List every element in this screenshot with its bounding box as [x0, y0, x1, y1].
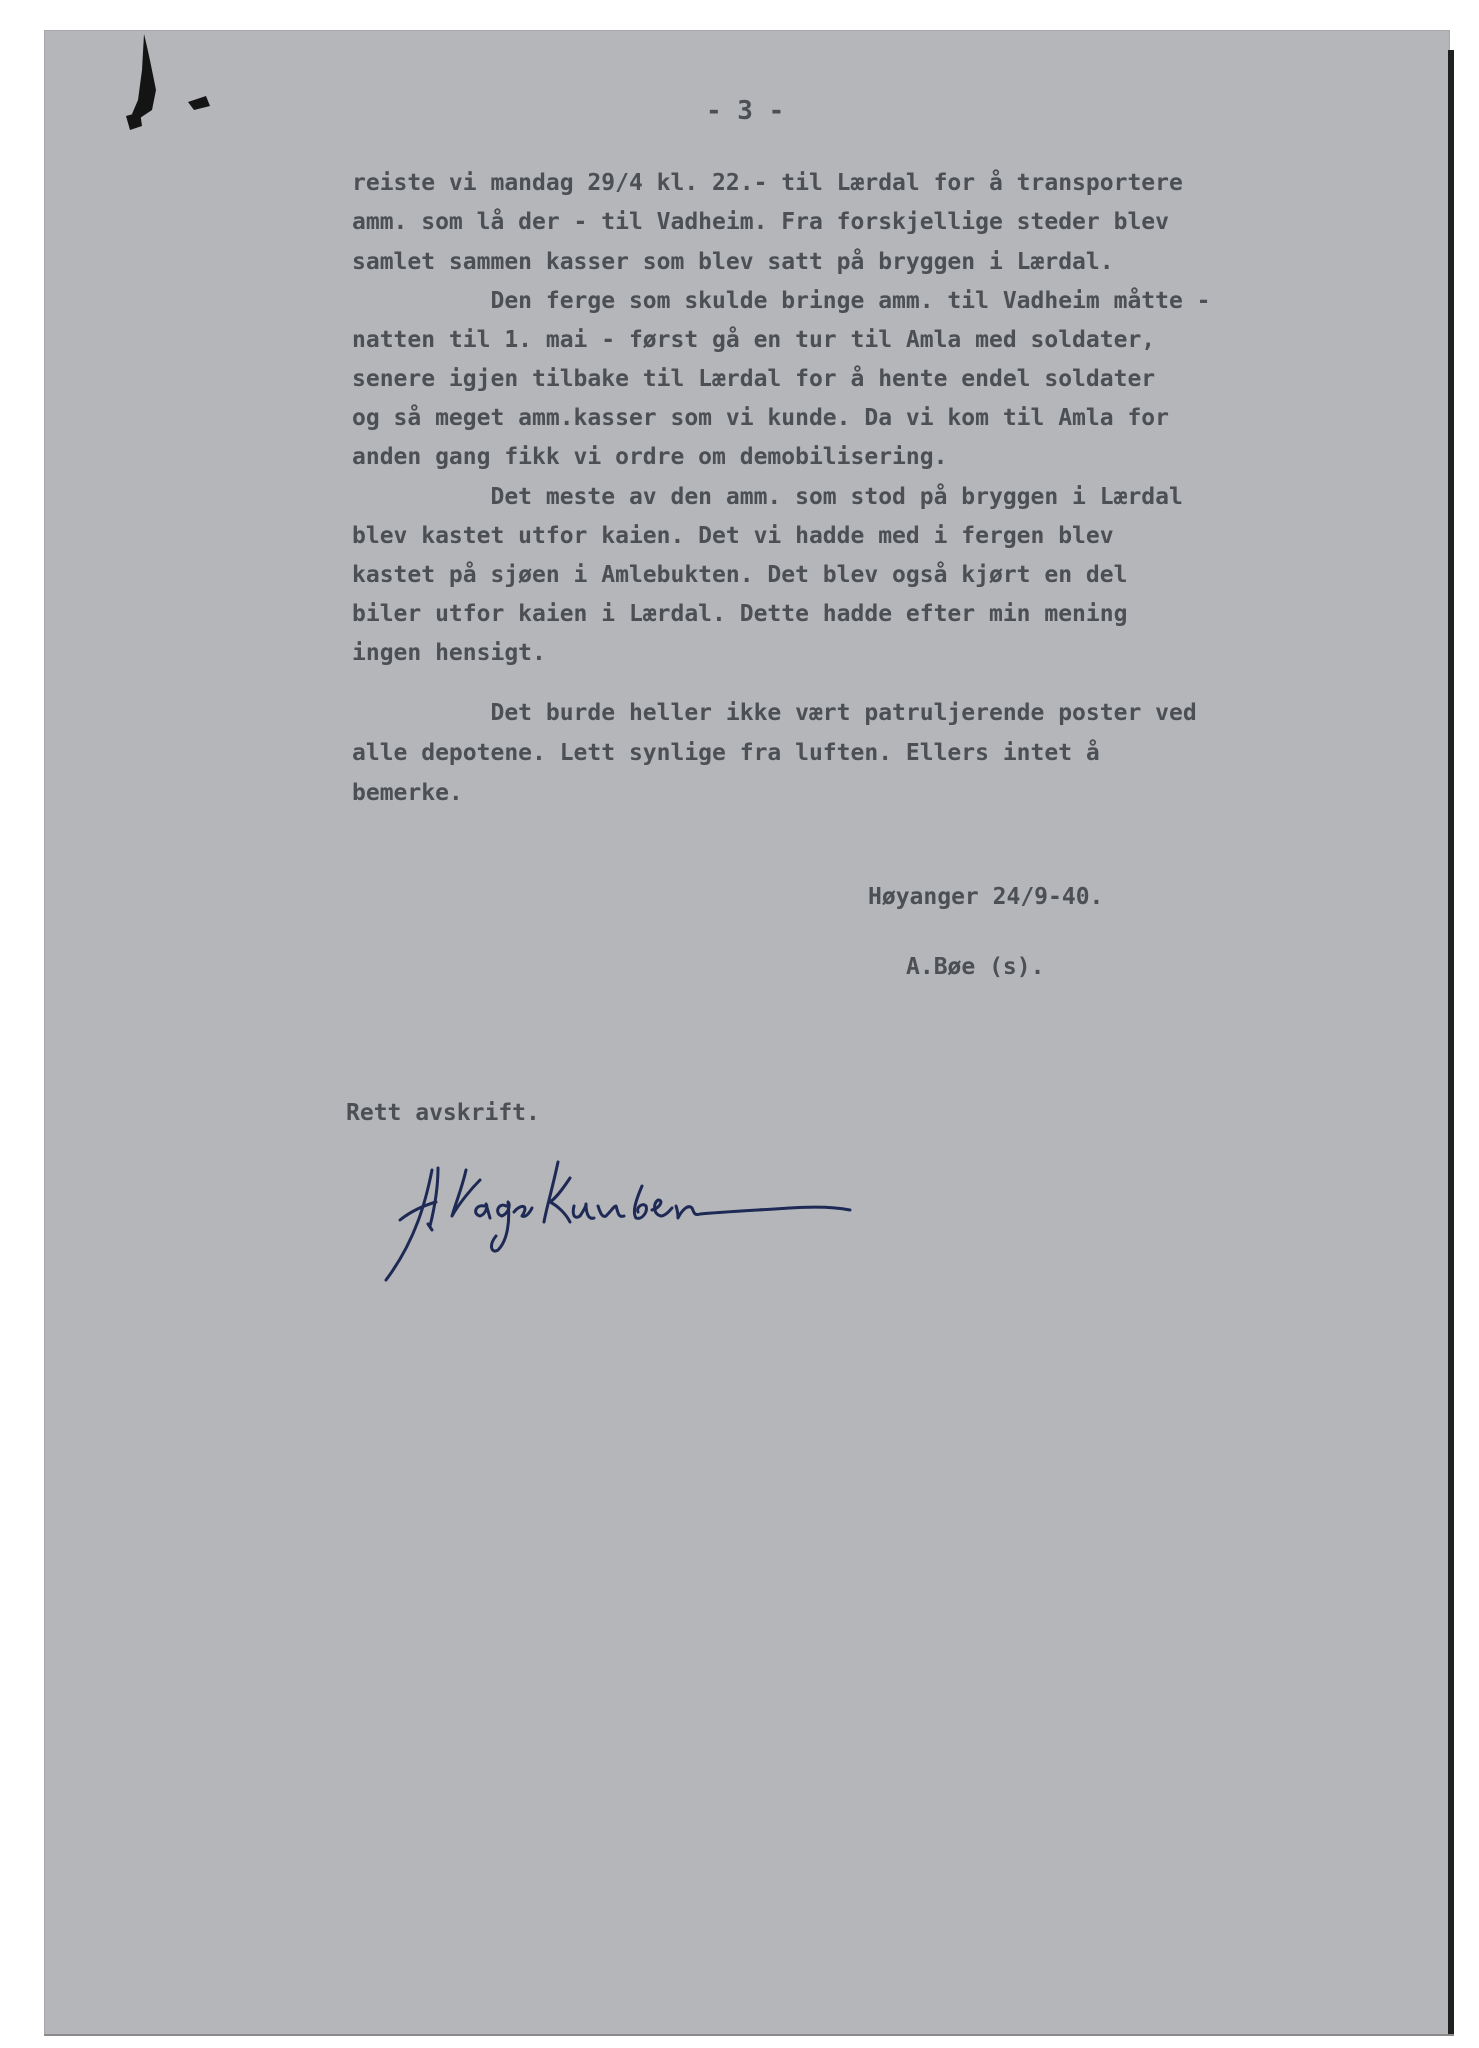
body-line: bemerke.	[352, 780, 463, 806]
place-date: Høyanger 24/9-40.	[868, 884, 1104, 910]
page-bottom-edge	[44, 2034, 1454, 2036]
body-line: reiste vi mandag 29/4 kl. 22.- til Lærdal for å transportere	[352, 170, 1183, 196]
page-number: - 3 -	[706, 96, 785, 126]
body-line: amm. som lå der - til Vadheim. Fra forskjellige steder blev	[352, 209, 1169, 235]
body-line: ingen hensigt.	[352, 640, 546, 666]
body-line: og så meget amm.kasser som vi kunde. Da vi kom til Amla for	[352, 405, 1169, 431]
body-line: Den ferge som skulde bringe amm. til Vadheim måtte -	[352, 288, 1211, 314]
body-line: senere igjen tilbake til Lærdal for å hente endel soldater	[352, 366, 1156, 392]
body-line: blev kastet utfor kaien. Det vi hadde med i fergen blev	[352, 523, 1114, 549]
body-line: natten til 1. mai - først gå en tur til Amla med soldater,	[352, 327, 1156, 353]
certification-text: Rett avskrift.	[346, 1100, 540, 1126]
body-line: Det burde heller ikke vært patruljerende poster ved	[352, 700, 1197, 726]
body-line: samlet sammen kasser som blev satt på bryggen i Lærdal.	[352, 249, 1114, 275]
body-line: kastet på sjøen i Amlebukten. Det blev også kjørt en del	[352, 562, 1128, 588]
page-edge-shadow	[1448, 50, 1454, 2035]
body-line: Det meste av den amm. som stod på bryggen i Lærdal	[352, 484, 1183, 510]
signer-name: A.Bøe (s).	[906, 954, 1045, 980]
body-line: biler utfor kaien i Lærdal. Dette hadde efter min mening	[352, 601, 1128, 627]
punch-mark	[118, 30, 214, 130]
body-line: alle depotene. Lett synlige fra luften. Ellers intet å	[352, 740, 1100, 766]
handwritten-signature	[380, 1150, 860, 1290]
body-line: anden gang fikk vi ordre om demobilisering.	[352, 444, 948, 470]
